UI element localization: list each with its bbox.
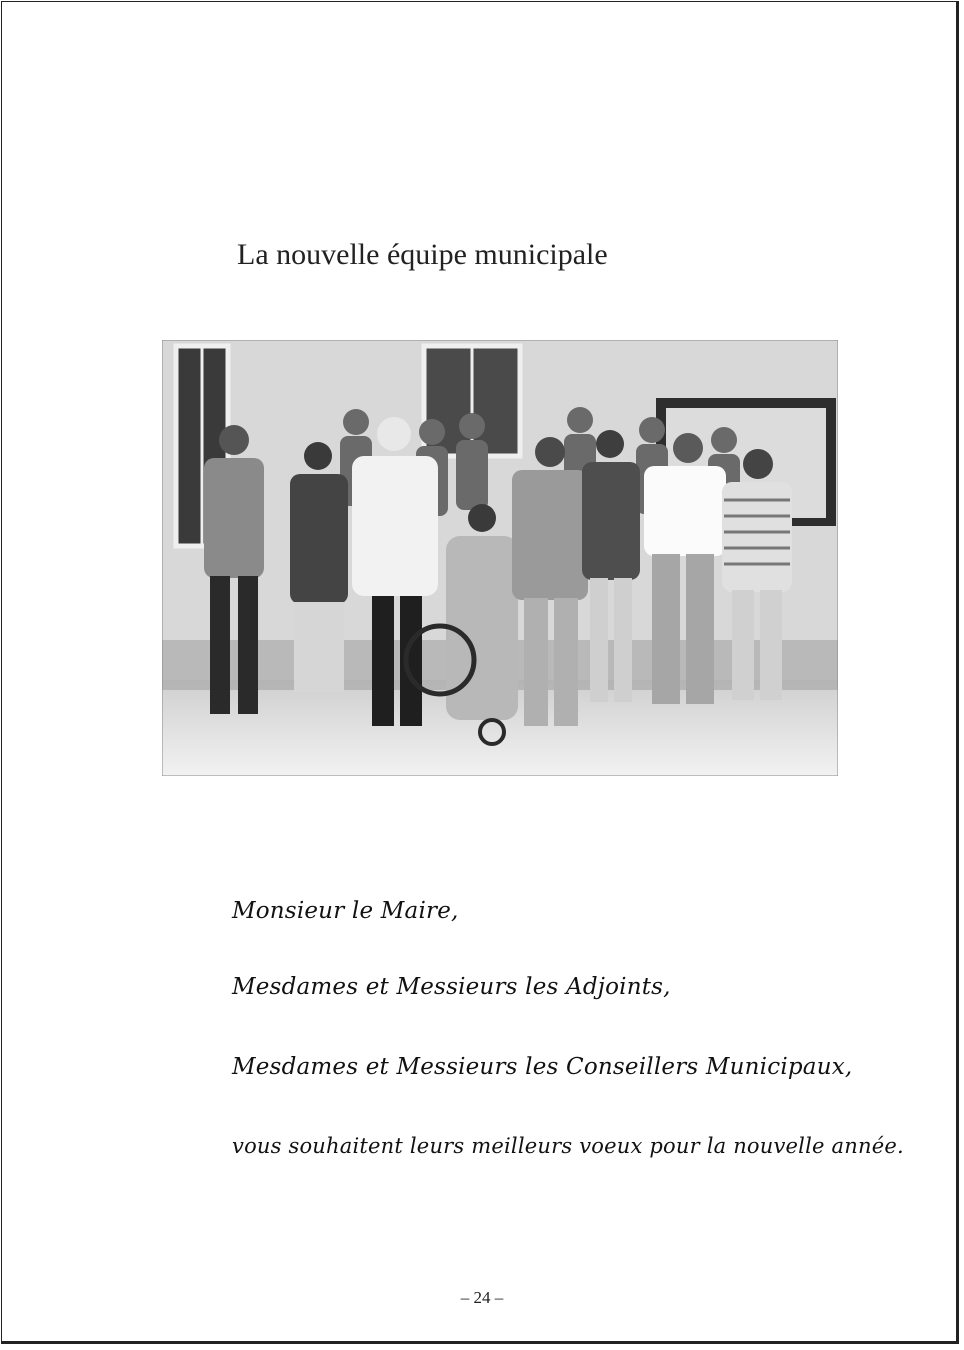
group-photo bbox=[162, 340, 838, 776]
greeting-line: Mesdames et Messieurs les Conseillers Municipaux, bbox=[232, 1054, 853, 1080]
greeting-line: vous souhaitent leurs meilleurs voeux pour la nouvelle année. bbox=[232, 1134, 904, 1158]
group-photo-icon bbox=[162, 340, 838, 776]
greeting-line: Monsieur le Maire, bbox=[232, 898, 459, 924]
page-number: – 24 – bbox=[460, 1288, 504, 1307]
greeting-line: Mesdames et Messieurs les Adjoints, bbox=[232, 974, 671, 1000]
page-title: La nouvelle équipe municipale bbox=[237, 238, 608, 271]
